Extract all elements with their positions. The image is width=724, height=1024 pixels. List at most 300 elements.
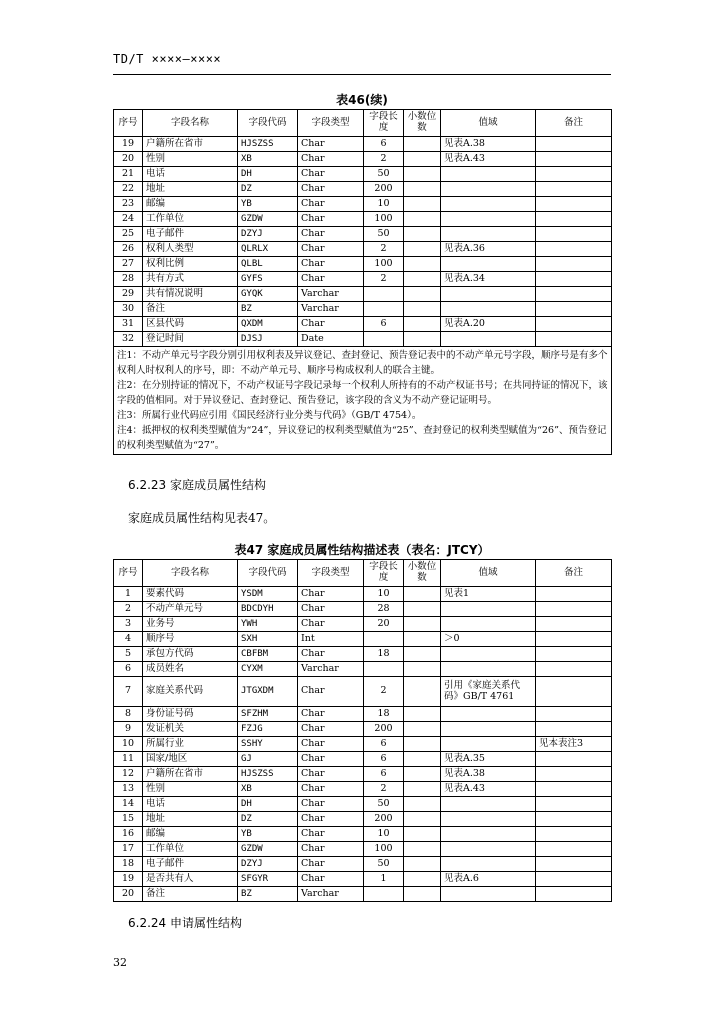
cell-field-length: 10: [364, 827, 404, 842]
cell-seq: 32: [114, 332, 143, 347]
cell-field-length: [364, 662, 404, 677]
table46-notes-row: [114, 347, 612, 455]
cell-field-code: DJSJ: [238, 332, 298, 347]
table-row: [114, 662, 612, 677]
table-row: [114, 227, 612, 242]
cell-field-length: 2: [364, 152, 404, 167]
cell-value-domain: ＞0: [441, 632, 536, 647]
cell-value-domain: [441, 827, 536, 842]
cell-field-type: Char: [298, 617, 364, 632]
cell-field-name: 顺序号: [143, 632, 238, 647]
cell-field-code: HJSZSS: [238, 767, 298, 782]
cell-field-name: 性别: [143, 782, 238, 797]
cell-value-domain: [441, 662, 536, 677]
cell-seq: 28: [114, 272, 143, 287]
cell-remarks: [536, 197, 612, 212]
cell-field-name: 邮编: [143, 197, 238, 212]
cell-remarks: [536, 617, 612, 632]
cell-field-length: 50: [364, 857, 404, 872]
cell-field-length: 1: [364, 872, 404, 887]
cell-field-code: FZJG: [238, 722, 298, 737]
cell-field-type: Char: [298, 242, 364, 257]
cell-value-domain: [441, 332, 536, 347]
cell-field-code: YB: [238, 197, 298, 212]
cell-value-domain: [441, 302, 536, 317]
table-row: [114, 707, 612, 722]
cell-field-length: 100: [364, 842, 404, 857]
cell-field-code: QLBL: [238, 257, 298, 272]
cell-decimal-places: [404, 242, 441, 257]
table-row: [114, 827, 612, 842]
table-row: [114, 302, 612, 317]
cell-decimal-places: [404, 197, 441, 212]
t47-header-decimal-places: 小数位数: [404, 560, 441, 587]
cell-seq: 2: [114, 602, 143, 617]
cell-field-type: Char: [298, 602, 364, 617]
cell-field-name: 户籍所在省市: [143, 767, 238, 782]
cell-field-name: 工作单位: [143, 842, 238, 857]
cell-value-domain: 引用《家庭关系代码》GB/T 4761: [441, 677, 536, 707]
table-row: [114, 257, 612, 272]
cell-remarks: [536, 707, 612, 722]
cell-field-type: Varchar: [298, 302, 364, 317]
t47-header-seq: 序号: [114, 560, 143, 587]
table-row: [114, 137, 612, 152]
cell-remarks: [536, 842, 612, 857]
cell-remarks: [536, 317, 612, 332]
table-row: [114, 242, 612, 257]
cell-field-length: 100: [364, 212, 404, 227]
table47-header-row: [114, 560, 612, 587]
t46-header-value-domain: 值域: [441, 110, 536, 137]
cell-remarks: [536, 587, 612, 602]
table46-notes: 注1：不动产单元号字段分别引用权利表及异议登记、查封登记、预告登记表中的不动产单元号字段，顺序号是有多个权利人时权利人的序号，即：不动产单元号、顺序号构成权利人的联合主键。 注2：在分别持证的情况下，不动产权证号字段记录每一个权利人所持有的不动产权证书号；在共同持证的情况下，该字段的值相同。对于异议登记、查封登记、预告登记，该字段的含义为不动产登记证明号。 注3：所属行业代码应引用《国民经济行业分类与代码》（GB/T 4754）。 注4：抵押权的权利类型赋值为“24”，异议登记的权利类型赋值为“25”、查封登记的权利类型赋值为“26”、预告登记的权利类型赋值为“27”。: [114, 347, 612, 455]
cell-decimal-places: [404, 842, 441, 857]
cell-decimal-places: [404, 302, 441, 317]
cell-seq: 17: [114, 842, 143, 857]
cell-decimal-places: [404, 647, 441, 662]
cell-remarks: 见本表注3: [536, 737, 612, 752]
cell-field-name: 登记时间: [143, 332, 238, 347]
cell-value-domain: [441, 797, 536, 812]
cell-field-length: 200: [364, 812, 404, 827]
table-row: [114, 602, 612, 617]
header-rule: [113, 74, 611, 75]
cell-field-type: Varchar: [298, 662, 364, 677]
cell-field-type: Char: [298, 752, 364, 767]
cell-seq: 20: [114, 887, 143, 902]
cell-field-code: XB: [238, 782, 298, 797]
table-row: [114, 677, 612, 707]
cell-decimal-places: [404, 767, 441, 782]
t47-header-field-type: 字段类型: [298, 560, 364, 587]
cell-remarks: [536, 857, 612, 872]
cell-seq: 24: [114, 212, 143, 227]
t47-header-remarks: 备注: [536, 560, 612, 587]
cell-decimal-places: [404, 587, 441, 602]
cell-remarks: [536, 782, 612, 797]
cell-value-domain: [441, 197, 536, 212]
cell-field-code: GYQK: [238, 287, 298, 302]
cell-decimal-places: [404, 287, 441, 302]
table-row: [114, 587, 612, 602]
cell-decimal-places: [404, 872, 441, 887]
cell-field-name: 共有方式: [143, 272, 238, 287]
cell-field-type: Int: [298, 632, 364, 647]
cell-remarks: [536, 227, 612, 242]
cell-field-name: 邮编: [143, 827, 238, 842]
table46-caption: 表46(续): [336, 93, 388, 107]
table47: [113, 559, 612, 902]
cell-field-length: [364, 287, 404, 302]
cell-field-code: YSDM: [238, 587, 298, 602]
cell-field-name: 备注: [143, 887, 238, 902]
cell-field-type: Char: [298, 257, 364, 272]
cell-decimal-places: [404, 332, 441, 347]
cell-seq: 18: [114, 857, 143, 872]
cell-decimal-places: [404, 632, 441, 647]
table-row: [114, 722, 612, 737]
table46: [113, 109, 612, 455]
t47-header-field-length: 字段长度: [364, 560, 404, 587]
cell-field-type: Char: [298, 152, 364, 167]
cell-field-length: 2: [364, 272, 404, 287]
table-row: [114, 857, 612, 872]
t46-header-field-length: 字段长度: [364, 110, 404, 137]
cell-field-length: 6: [364, 767, 404, 782]
cell-field-code: BDCDYH: [238, 602, 298, 617]
cell-field-code: DH: [238, 797, 298, 812]
cell-seq: 25: [114, 227, 143, 242]
cell-remarks: [536, 722, 612, 737]
cell-decimal-places: [404, 617, 441, 632]
cell-value-domain: 见表A.6: [441, 872, 536, 887]
cell-field-name: 性别: [143, 152, 238, 167]
cell-remarks: [536, 647, 612, 662]
cell-field-length: 200: [364, 182, 404, 197]
cell-field-type: Char: [298, 827, 364, 842]
table-row: [114, 152, 612, 167]
cell-field-name: 电话: [143, 797, 238, 812]
cell-decimal-places: [404, 212, 441, 227]
cell-remarks: [536, 287, 612, 302]
cell-field-code: GZDW: [238, 842, 298, 857]
table-row: [114, 737, 612, 752]
t47-header-value-domain: 值域: [441, 560, 536, 587]
cell-remarks: [536, 272, 612, 287]
cell-field-name: 是否共有人: [143, 872, 238, 887]
cell-seq: 9: [114, 722, 143, 737]
cell-seq: 23: [114, 197, 143, 212]
cell-seq: 11: [114, 752, 143, 767]
table-row: [114, 287, 612, 302]
table47-caption: 表47 家庭成员属性结构描述表（表名：JTCY）: [234, 543, 490, 557]
cell-field-type: Char: [298, 737, 364, 752]
cell-seq: 10: [114, 737, 143, 752]
cell-field-length: 2: [364, 782, 404, 797]
cell-field-code: XB: [238, 152, 298, 167]
cell-seq: 26: [114, 242, 143, 257]
table-row: [114, 617, 612, 632]
cell-value-domain: 见表A.43: [441, 152, 536, 167]
cell-field-type: Varchar: [298, 887, 364, 902]
table46-header-row: [114, 110, 612, 137]
t46-header-field-type: 字段类型: [298, 110, 364, 137]
cell-value-domain: 见表1: [441, 587, 536, 602]
cell-field-code: CYXM: [238, 662, 298, 677]
table-row: [114, 197, 612, 212]
cell-value-domain: [441, 617, 536, 632]
cell-value-domain: [441, 707, 536, 722]
cell-field-code: BZ: [238, 302, 298, 317]
t46-header-field-name: 字段名称: [143, 110, 238, 137]
t46-header-remarks: 备注: [536, 110, 612, 137]
cell-value-domain: [441, 167, 536, 182]
cell-field-name: 地址: [143, 182, 238, 197]
cell-field-type: Char: [298, 227, 364, 242]
cell-seq: 22: [114, 182, 143, 197]
cell-value-domain: 见表A.35: [441, 752, 536, 767]
cell-field-length: [364, 632, 404, 647]
cell-field-length: 200: [364, 722, 404, 737]
cell-remarks: [536, 257, 612, 272]
cell-field-code: SSHY: [238, 737, 298, 752]
cell-decimal-places: [404, 707, 441, 722]
cell-remarks: [536, 182, 612, 197]
cell-remarks: [536, 212, 612, 227]
cell-field-length: 50: [364, 227, 404, 242]
cell-seq: 4: [114, 632, 143, 647]
cell-field-type: Char: [298, 842, 364, 857]
cell-decimal-places: [404, 317, 441, 332]
table-row: [114, 632, 612, 647]
cell-field-name: 承包方代码: [143, 647, 238, 662]
table-row: [114, 272, 612, 287]
cell-field-type: Char: [298, 137, 364, 152]
cell-field-type: Char: [298, 197, 364, 212]
cell-field-name: 发证机关: [143, 722, 238, 737]
cell-field-type: Varchar: [298, 287, 364, 302]
cell-seq: 30: [114, 302, 143, 317]
cell-field-type: Date: [298, 332, 364, 347]
cell-value-domain: 见表A.20: [441, 317, 536, 332]
cell-decimal-places: [404, 782, 441, 797]
cell-field-length: 6: [364, 737, 404, 752]
cell-decimal-places: [404, 752, 441, 767]
cell-decimal-places: [404, 662, 441, 677]
cell-decimal-places: [404, 857, 441, 872]
cell-field-code: GYFS: [238, 272, 298, 287]
cell-field-length: 50: [364, 797, 404, 812]
cell-remarks: [536, 827, 612, 842]
cell-remarks: [536, 152, 612, 167]
cell-field-code: DZYJ: [238, 227, 298, 242]
cell-remarks: [536, 887, 612, 902]
cell-field-type: Char: [298, 272, 364, 287]
table-row: [114, 842, 612, 857]
cell-value-domain: [441, 182, 536, 197]
cell-field-name: 电话: [143, 167, 238, 182]
cell-decimal-places: [404, 152, 441, 167]
table-row: [114, 812, 612, 827]
cell-decimal-places: [404, 827, 441, 842]
cell-field-name: 国家/地区: [143, 752, 238, 767]
cell-value-domain: [441, 722, 536, 737]
cell-field-code: GJ: [238, 752, 298, 767]
cell-field-name: 电子邮件: [143, 857, 238, 872]
cell-field-code: QXDM: [238, 317, 298, 332]
cell-value-domain: [441, 737, 536, 752]
table-row: [114, 767, 612, 782]
table-row: [114, 872, 612, 887]
cell-seq: 1: [114, 587, 143, 602]
cell-field-name: 所属行业: [143, 737, 238, 752]
t46-header-decimal-places: 小数位数: [404, 110, 441, 137]
table-row: [114, 797, 612, 812]
cell-seq: 15: [114, 812, 143, 827]
cell-seq: 16: [114, 827, 143, 842]
cell-remarks: [536, 812, 612, 827]
cell-field-type: Char: [298, 722, 364, 737]
table-row: [114, 317, 612, 332]
cell-field-name: 地址: [143, 812, 238, 827]
table-row: [114, 182, 612, 197]
cell-decimal-places: [404, 677, 441, 707]
cell-field-code: DH: [238, 167, 298, 182]
cell-field-type: Char: [298, 872, 364, 887]
cell-field-length: 6: [364, 317, 404, 332]
cell-value-domain: [441, 257, 536, 272]
cell-remarks: [536, 137, 612, 152]
cell-value-domain: [441, 287, 536, 302]
cell-field-code: YB: [238, 827, 298, 842]
cell-field-length: [364, 887, 404, 902]
cell-field-code: QLRLX: [238, 242, 298, 257]
cell-value-domain: 见表A.38: [441, 767, 536, 782]
cell-decimal-places: [404, 167, 441, 182]
cell-decimal-places: [404, 272, 441, 287]
cell-field-length: [364, 332, 404, 347]
cell-field-length: 6: [364, 137, 404, 152]
cell-decimal-places: [404, 182, 441, 197]
cell-decimal-places: [404, 602, 441, 617]
cell-value-domain: 见表A.38: [441, 137, 536, 152]
cell-seq: 21: [114, 167, 143, 182]
cell-remarks: [536, 167, 612, 182]
table-row: [114, 332, 612, 347]
cell-value-domain: [441, 602, 536, 617]
cell-field-name: 工作单位: [143, 212, 238, 227]
cell-field-type: Char: [298, 647, 364, 662]
cell-seq: 14: [114, 797, 143, 812]
cell-decimal-places: [404, 257, 441, 272]
cell-seq: 20: [114, 152, 143, 167]
cell-field-length: 6: [364, 752, 404, 767]
cell-field-length: [364, 302, 404, 317]
cell-decimal-places: [404, 797, 441, 812]
cell-field-code: SFZHM: [238, 707, 298, 722]
cell-seq: 13: [114, 782, 143, 797]
cell-field-type: Char: [298, 767, 364, 782]
cell-field-length: 18: [364, 707, 404, 722]
cell-field-length: 50: [364, 167, 404, 182]
cell-field-type: Char: [298, 167, 364, 182]
cell-value-domain: [441, 842, 536, 857]
cell-value-domain: [441, 812, 536, 827]
cell-remarks: [536, 797, 612, 812]
cell-field-length: 28: [364, 602, 404, 617]
cell-value-domain: [441, 212, 536, 227]
cell-decimal-places: [404, 812, 441, 827]
cell-remarks: [536, 872, 612, 887]
cell-field-type: Char: [298, 677, 364, 707]
cell-value-domain: [441, 857, 536, 872]
cell-field-code: YWH: [238, 617, 298, 632]
cell-seq: 19: [114, 872, 143, 887]
cell-field-code: SFGYR: [238, 872, 298, 887]
cell-decimal-places: [404, 137, 441, 152]
cell-field-length: 2: [364, 242, 404, 257]
cell-field-length: 2: [364, 677, 404, 707]
cell-remarks: [536, 332, 612, 347]
cell-remarks: [536, 602, 612, 617]
cell-field-type: Char: [298, 812, 364, 827]
cell-field-name: 身份证号码: [143, 707, 238, 722]
cell-seq: 5: [114, 647, 143, 662]
cell-field-length: 100: [364, 257, 404, 272]
cell-field-length: 20: [364, 617, 404, 632]
cell-remarks: [536, 767, 612, 782]
cell-seq: 3: [114, 617, 143, 632]
cell-field-length: 10: [364, 197, 404, 212]
cell-field-type: Char: [298, 857, 364, 872]
cell-field-name: 电子邮件: [143, 227, 238, 242]
cell-field-code: GZDW: [238, 212, 298, 227]
table-row: [114, 782, 612, 797]
cell-decimal-places: [404, 722, 441, 737]
cell-value-domain: [441, 887, 536, 902]
cell-decimal-places: [404, 737, 441, 752]
cell-field-code: HJSZSS: [238, 137, 298, 152]
cell-remarks: [536, 752, 612, 767]
cell-decimal-places: [404, 227, 441, 242]
cell-field-name: 户籍所在省市: [143, 137, 238, 152]
cell-field-type: Char: [298, 587, 364, 602]
cell-value-domain: [441, 647, 536, 662]
cell-field-type: Char: [298, 707, 364, 722]
cell-value-domain: 见表A.43: [441, 782, 536, 797]
cell-decimal-places: [404, 887, 441, 902]
cell-value-domain: 见表A.36: [441, 242, 536, 257]
table-row: [114, 167, 612, 182]
cell-value-domain: 见表A.34: [441, 272, 536, 287]
cell-field-code: CBFBM: [238, 647, 298, 662]
running-header: TD/T ××××—××××: [113, 52, 222, 66]
cell-field-name: 不动产单元号: [143, 602, 238, 617]
cell-field-name: 备注: [143, 302, 238, 317]
cell-remarks: [536, 677, 612, 707]
cell-field-type: Char: [298, 182, 364, 197]
cell-field-name: 家庭关系代码: [143, 677, 238, 707]
t46-header-seq: 序号: [114, 110, 143, 137]
cell-remarks: [536, 242, 612, 257]
t47-header-field-name: 字段名称: [143, 560, 238, 587]
cell-field-code: DZ: [238, 812, 298, 827]
cell-field-code: SXH: [238, 632, 298, 647]
table-row: [114, 887, 612, 902]
cell-field-name: 权利比例: [143, 257, 238, 272]
cell-field-name: 权利人类型: [143, 242, 238, 257]
